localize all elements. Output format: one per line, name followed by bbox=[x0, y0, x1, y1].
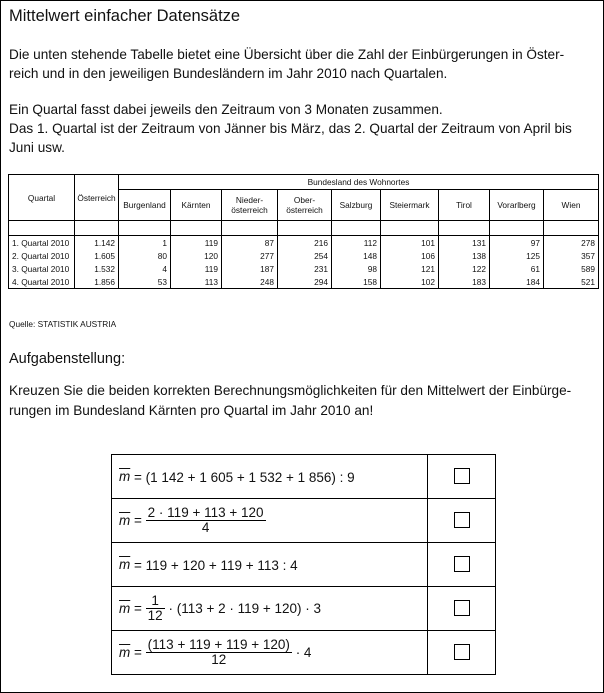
cell-value: 53 bbox=[119, 275, 171, 289]
cell-value: 98 bbox=[332, 262, 381, 275]
row-label: 1. Quartal 2010 bbox=[9, 236, 75, 250]
header-bundesland-group: Bundesland des Wohnortes bbox=[119, 175, 599, 190]
header-oesterreich: Österreich bbox=[75, 175, 119, 221]
cell-value: 101 bbox=[381, 236, 439, 250]
intro-line-2: reich und in den jeweiligen Bundesländern im Jahr 2010 nach Quartalen. bbox=[9, 66, 448, 81]
cell-value: 122 bbox=[439, 262, 490, 275]
cell-value: 184 bbox=[490, 275, 544, 289]
task-line-2: rungen im Bundesland Kärnten pro Quartal im Jahr 2010 an! bbox=[9, 403, 374, 418]
cell-value: 97 bbox=[490, 236, 544, 250]
table-spacer-row bbox=[9, 221, 599, 236]
task-heading: Aufgabenstellung: bbox=[9, 351, 126, 367]
cell-value: 277 bbox=[222, 249, 278, 262]
cell-value: 357 bbox=[544, 249, 599, 262]
naturalization-table bbox=[8, 174, 599, 289]
option-checkbox[interactable] bbox=[454, 644, 470, 660]
option-row bbox=[112, 455, 496, 499]
cell-value: 87 bbox=[222, 236, 278, 250]
cell-value: 183 bbox=[439, 275, 490, 289]
page-title: Mittelwert einfacher Datensätze bbox=[9, 7, 241, 25]
cell-value: 80 bbox=[119, 249, 171, 262]
header-state: Burgenland bbox=[119, 190, 171, 221]
option-formula: $\overline{m} = (1$ 142 + 1 605 + 1 532 + 1 856) : 9 bbox=[112, 455, 428, 499]
header-state: Steiermark bbox=[381, 190, 439, 221]
table-row bbox=[9, 236, 599, 250]
row-label: 2. Quartal 2010 bbox=[9, 249, 75, 262]
cell-value: 106 bbox=[381, 249, 439, 262]
cell-oesterreich: 1.532 bbox=[75, 262, 119, 275]
cell-value: 294 bbox=[278, 275, 332, 289]
table-row bbox=[9, 249, 599, 262]
header-state: Nieder- österreich bbox=[222, 190, 278, 221]
option-formula: $\overline{m}$ = $\frac{2 \cdot 119 + 113 + 120}{4}$ bbox=[112, 499, 428, 543]
cell-value: 231 bbox=[278, 262, 332, 275]
header-quartal: Quartal bbox=[9, 175, 75, 221]
option-checkbox[interactable] bbox=[454, 512, 470, 528]
cell-value: 4 bbox=[119, 262, 171, 275]
cell-value: 148 bbox=[332, 249, 381, 262]
intro-line-4: Das 1. Quartal ist der Zeitraum von Jänner bis März, das 2. Quartal der Zeitraum von April bis bbox=[9, 121, 572, 136]
table-row bbox=[9, 262, 599, 275]
cell-value: 102 bbox=[381, 275, 439, 289]
option-row bbox=[112, 543, 496, 587]
option-row bbox=[112, 631, 496, 675]
cell-value: 113 bbox=[171, 275, 222, 289]
cell-value: 131 bbox=[439, 236, 490, 250]
cell-value: 112 bbox=[332, 236, 381, 250]
cell-oesterreich: 1.142 bbox=[75, 236, 119, 250]
cell-value: 216 bbox=[278, 236, 332, 250]
cell-value: 61 bbox=[490, 262, 544, 275]
table-row bbox=[9, 275, 599, 289]
header-state: Ober- österreich bbox=[278, 190, 332, 221]
cell-value: 120 bbox=[171, 249, 222, 262]
cell-value: 187 bbox=[222, 262, 278, 275]
cell-value: 121 bbox=[381, 262, 439, 275]
cell-oesterreich: 1.856 bbox=[75, 275, 119, 289]
row-label: 4. Quartal 2010 bbox=[9, 275, 75, 289]
cell-value: 589 bbox=[544, 262, 599, 275]
option-row bbox=[112, 499, 496, 543]
option-formula: $\overline{m}$ = $\frac{1}{12}$ · (113 + 2 · 119 + 120) · 3 bbox=[112, 587, 428, 631]
cell-value: 125 bbox=[490, 249, 544, 262]
header-state: Kärnten bbox=[171, 190, 222, 221]
cell-value: 138 bbox=[439, 249, 490, 262]
cell-value: 521 bbox=[544, 275, 599, 289]
option-row bbox=[112, 587, 496, 631]
header-state: Salzburg bbox=[332, 190, 381, 221]
option-formula: $\overline{m} = 119 + 120 + 119 + 113$ : 4 bbox=[112, 543, 428, 587]
intro-line-5: Juni usw. bbox=[9, 140, 65, 155]
cell-value: 158 bbox=[332, 275, 381, 289]
cell-value: 119 bbox=[171, 262, 222, 275]
answer-options-table bbox=[111, 454, 496, 675]
intro-line-3: Ein Quartal fasst dabei jeweils den Zeitraum von 3 Monaten zusammen. bbox=[9, 102, 443, 117]
header-state: Tirol bbox=[439, 190, 490, 221]
header-state: Vorarlberg bbox=[490, 190, 544, 221]
cell-value: 1 bbox=[119, 236, 171, 250]
cell-value: 254 bbox=[278, 249, 332, 262]
intro-line-1: Die unten stehende Tabelle bietet eine Übersicht über die Zahl der Einbürgerungen in Öster- bbox=[9, 47, 565, 62]
cell-value: 278 bbox=[544, 236, 599, 250]
option-formula: $\overline{m}$ = $\frac{(113 + 119 + 119 + 120)}{12}$ · 4 bbox=[112, 631, 428, 675]
header-state: Wien bbox=[544, 190, 599, 221]
cell-oesterreich: 1.605 bbox=[75, 249, 119, 262]
cell-value: 119 bbox=[171, 236, 222, 250]
task-line-1: Kreuzen Sie die beiden korrekten Berechnungsmöglichkeiten für den Mittelwert der Einbürge- bbox=[9, 383, 572, 398]
cell-value: 248 bbox=[222, 275, 278, 289]
table-source: Quelle: STATISTIK AUSTRIA bbox=[9, 319, 117, 329]
row-label: 3. Quartal 2010 bbox=[9, 262, 75, 275]
option-checkbox[interactable] bbox=[454, 468, 470, 484]
option-checkbox[interactable] bbox=[454, 556, 470, 572]
option-checkbox[interactable] bbox=[454, 600, 470, 616]
